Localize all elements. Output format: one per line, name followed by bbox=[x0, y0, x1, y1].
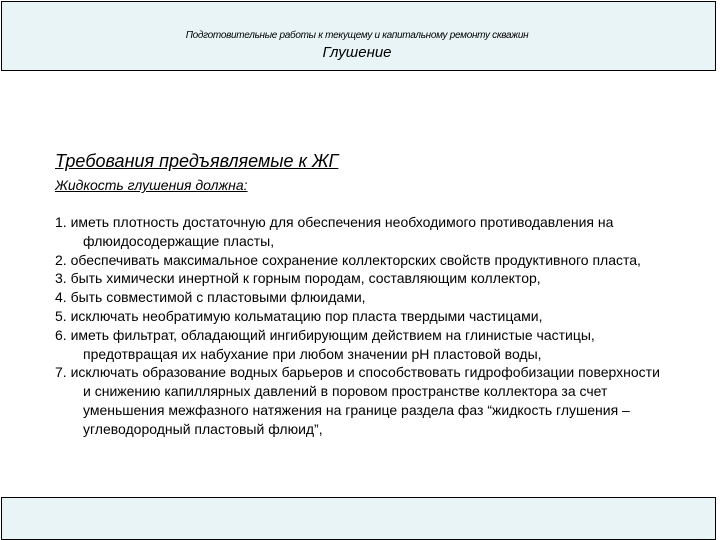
requirement-item-4: 4. быть совместимой с пластовыми флюидами, bbox=[55, 289, 366, 306]
requirements-list bbox=[55, 213, 665, 439]
header-panel bbox=[1, 1, 716, 71]
requirement-item-7: 7. исключать образование водных барьеров и способствовать гидрофобизации поверхности и снижению капиллярных давлений в поровом пространстве коллектора за счет уменьшения межфазного натяжения на границе раздела фаз “жидкость глушения – углеводородный пластовый флюид”, bbox=[55, 364, 660, 437]
header-title: Глушение bbox=[322, 44, 392, 61]
requirement-item-3: 3. быть химически инертной к горным породам, составляющим коллектор, bbox=[55, 270, 541, 287]
requirement-item-6: 6. иметь фильтрат, обладающий ингибирующим действием на глинистые частицы, предотвращая их набухание при любом значении рН пластовой воды, bbox=[55, 326, 595, 362]
section-subtitle: Жидкость глушения должна: bbox=[55, 177, 248, 193]
footer-panel bbox=[1, 497, 716, 540]
requirement-item-1: 1. иметь плотность достаточную для обеспечения необходимого противодавления на флюидосодержащие пласты, bbox=[55, 214, 614, 249]
header-subtitle: Подготовительные работы к текущему и капитальному ремонту скважин bbox=[185, 30, 529, 41]
requirement-item-5: 5. исключать необратимую кольматацию пор пласта твердыми частицами, bbox=[55, 307, 543, 324]
requirement-item-2: 2. обеспечивать максимальное сохранение коллекторских свойств продуктивного пласта, bbox=[55, 251, 641, 268]
section-title: Требования предъявляемые к ЖГ bbox=[55, 151, 339, 171]
